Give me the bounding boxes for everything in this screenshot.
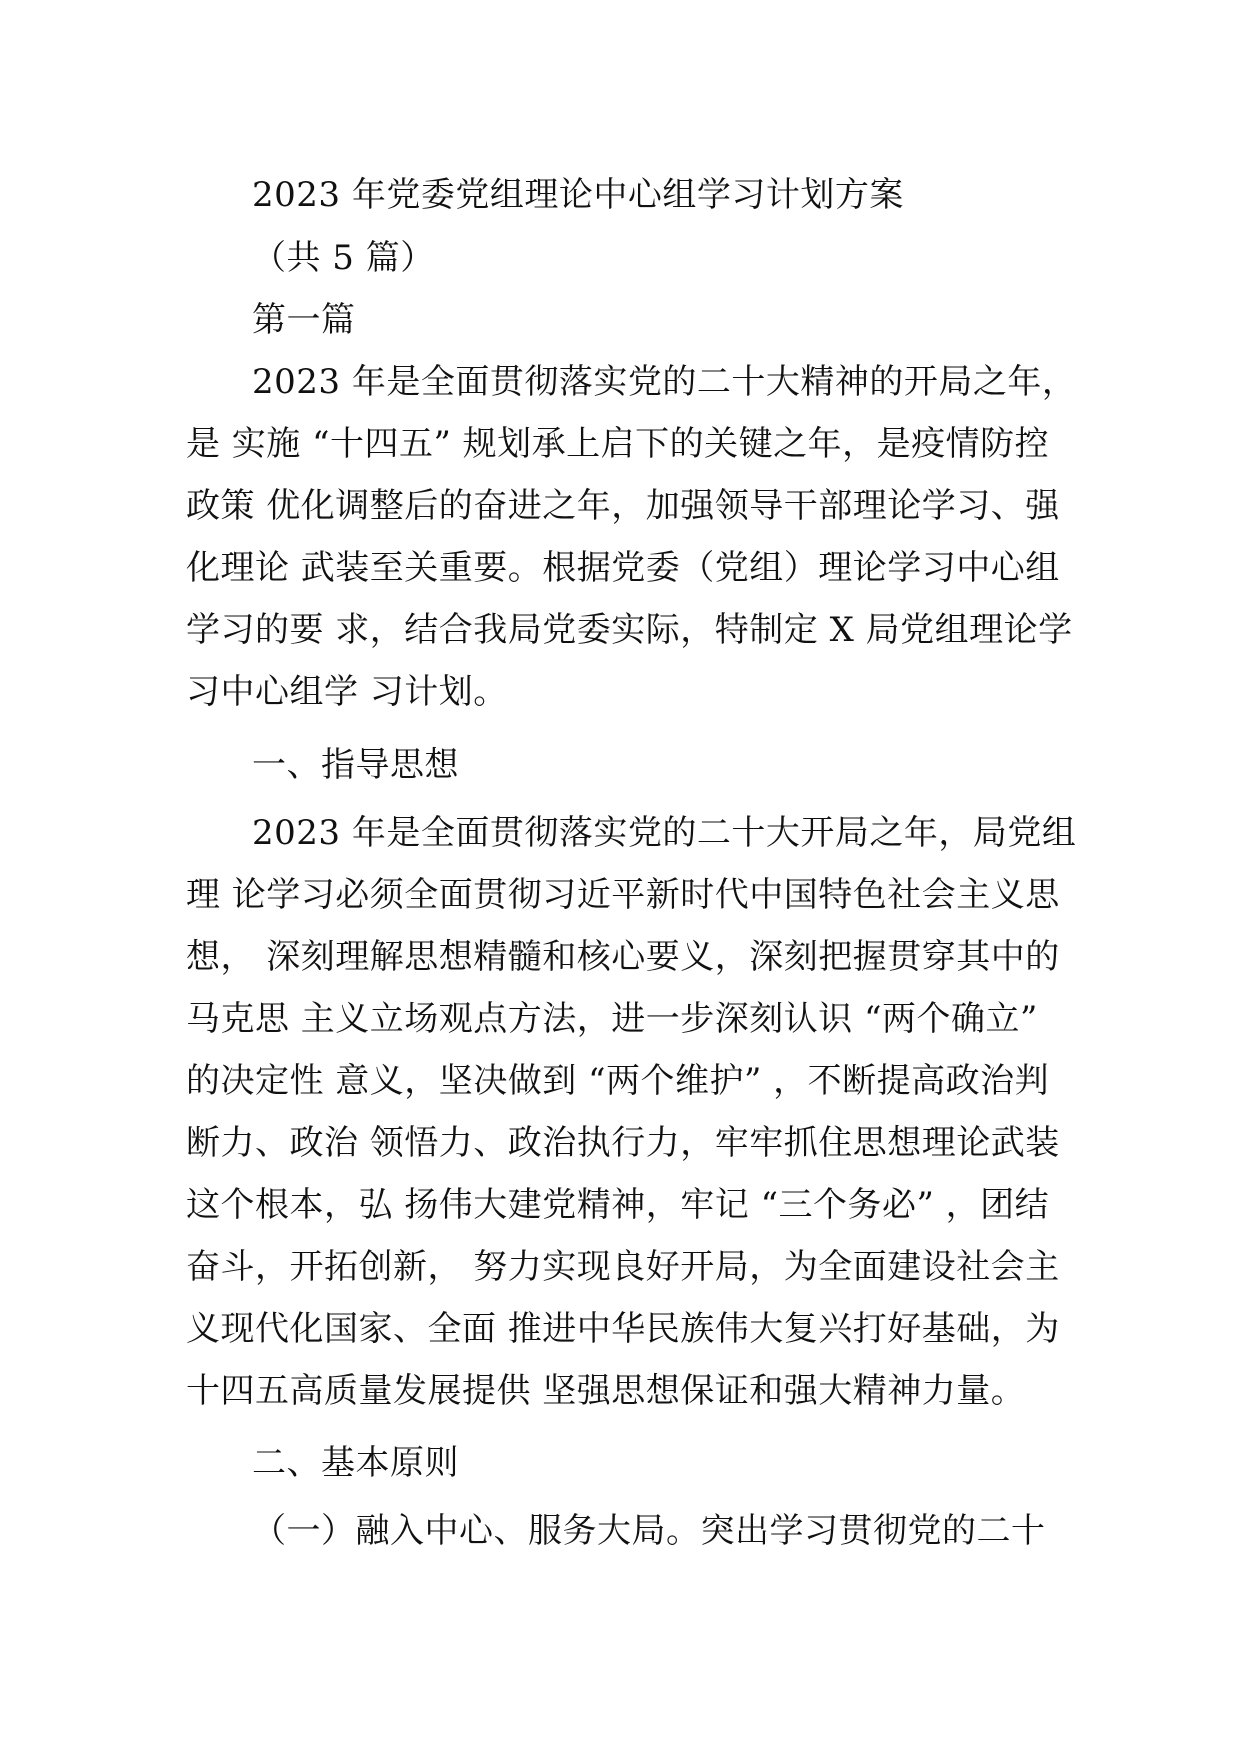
paragraph-line: 想， 深刻理解思想精髓和核心要义，深刻把握贯穿其中的 — [186, 937, 1060, 977]
paragraph-line: 理 论学习必须全面贯彻习近平新时代中国特色社会主义思 — [186, 875, 1060, 915]
paragraph-line: 马克思 主义立场观点方法，进一步深刻认识 “两个确立” — [186, 999, 1038, 1039]
paragraph-line: 是 实施 “十四五” 规划承上启下的关键之年，是疫情防控 — [186, 424, 1050, 464]
paragraph-line: 2023 年是全面贯彻落实党的二十大精神的开局之年， — [252, 362, 1077, 402]
section-heading: 第一篇 — [252, 300, 356, 340]
paragraph-line: 学习的要 求，结合我局党委实际，特制定 X 局党组理论学 — [186, 610, 1073, 650]
paragraph-line: 化理论 武装至关重要。根据党委（党组）理论学习中心组 — [186, 548, 1060, 588]
paragraph-line: 的决定性 意义，坚决做到 “两个维护” ，不断提高政治判 — [186, 1061, 1050, 1101]
paragraph-line: 政策 优化调整后的奋进之年，加强领导干部理论学习、强 — [186, 486, 1060, 526]
section-heading: 一、指导思想 — [252, 745, 459, 785]
paragraph-line: （一）融入中心、服务大局。突出学习贯彻党的二十 — [252, 1511, 1046, 1551]
paragraph-line: 十四五高质量发展提供 坚强思想保证和强大精神力量。 — [186, 1371, 1026, 1411]
paragraph-line: 习中心组学 习计划。 — [186, 672, 508, 712]
doc-title: 2023 年党委党组理论中心组学习计划方案 — [252, 175, 904, 215]
paragraph-line: 断力、政治 领悟力、政治执行力，牢牢抓住思想理论武装 — [186, 1123, 1060, 1163]
paragraph-line: 这个根本，弘 扬伟大建党精神，牢记 “三个务必” ，团结 — [186, 1185, 1050, 1225]
paragraph-line: 义现代化国家、全面 推进中华民族伟大复兴打好基础，为 — [186, 1309, 1060, 1349]
section-heading: 二、基本原则 — [252, 1443, 459, 1483]
doc-subtitle: （共 5 篇） — [252, 238, 435, 278]
paragraph-line: 2023 年是全面贯彻落实党的二十大开局之年，局党组 — [252, 813, 1077, 853]
paragraph-line: 奋斗，开拓创新， 努力实现良好开局，为全面建设社会主 — [186, 1247, 1060, 1287]
